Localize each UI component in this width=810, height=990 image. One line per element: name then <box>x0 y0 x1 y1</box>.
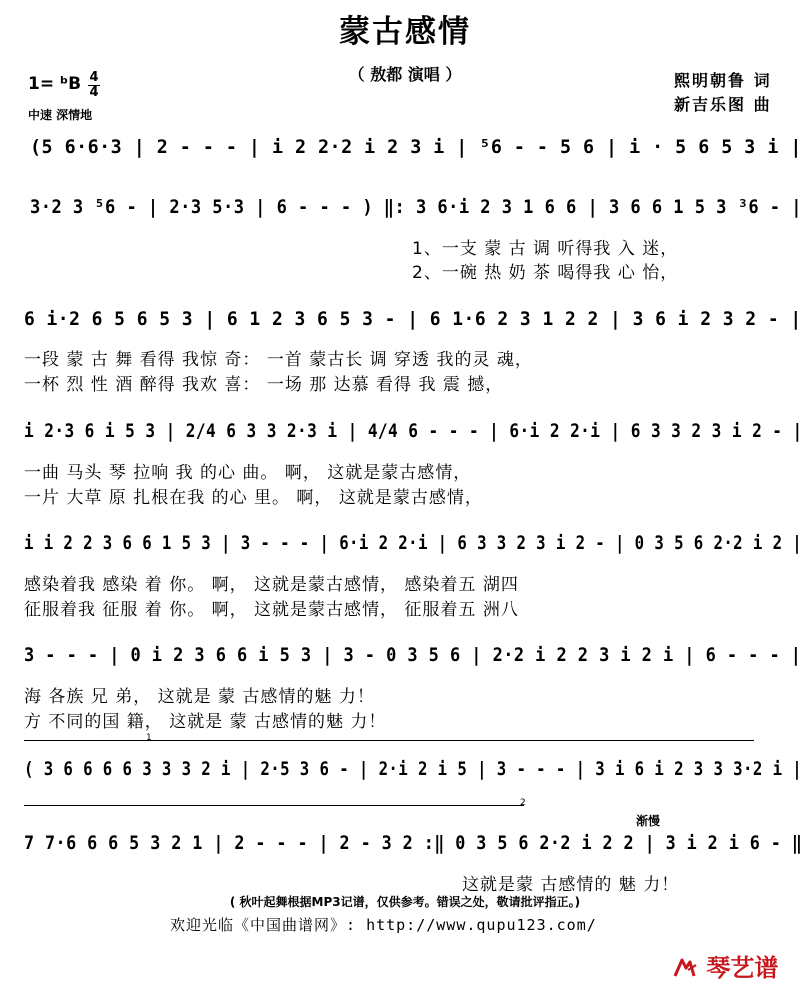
second-ending-bracket <box>24 798 526 808</box>
notation-line-8: 7 7·6 6 6 5 3 2 1 | 2 - - - | 2 - 3 2 :‖ 0 3 5 6 2·2 i 2 2 | 3 i 2 i 6 - ‖ <box>24 832 803 854</box>
singer-credit: （ 敖都 演唱 ） <box>348 65 462 84</box>
composer-credit: 新吉乐图 曲 <box>674 95 772 114</box>
tempo-marking: 中速 深情地 <box>28 108 93 122</box>
first-ending-number: 1 <box>146 733 152 743</box>
time-signature-top: 4 <box>89 70 99 85</box>
lyricist-credit: 熙明朝鲁 词 <box>674 71 772 90</box>
notation-line-2: 3·2 3 ⁵6 - | 2·3 5·3 | 6 - - - ) ‖: 3 6·i 2 3 1 6 6 | 3 6 6 1 5 3 ³6 - | <box>30 196 802 218</box>
qinyipu-logo-text: 琴艺谱 <box>706 954 779 982</box>
time-signature-bottom: 4 <box>89 85 99 100</box>
notation-line-6: 3 - - - | 0 i 2 3 6 6 i 5 3 | 3 - 0 3 5 6 | 2·2 i 2 2 3 i 2 i | 6 - - - | <box>24 644 802 666</box>
transcription-note: ( 秋叶起舞根据MP3记谱，仅供参考。错误之处，敬请批评指正。) <box>229 895 581 909</box>
lyric-line-4b: 一片 大草 原 扎根在我 的心 里。 啊， 这就是蒙古感情， <box>24 488 483 508</box>
notation-line-5: i i 2 2 3 6 6 1 5 3 | 3 - - - | 6·i 2 2·i | 6 3 3 2 3 i 2 - | 0 3 5 6 2·2 i 2 | <box>24 532 803 554</box>
website-credit: 欢迎光临《中国曲谱网》: http://www.qupu123.com/ <box>170 916 597 934</box>
lyric-line-8: 这就是蒙 古感情的 魅 力！ <box>462 875 680 895</box>
notation-line-1: (5 6·6·3 | 2 - - - | i 2 2·2 i 2 3 i | ⁵6 - - 5 6 | i · 5 6 5 3 i | <box>30 136 802 158</box>
second-ending-number: 2 <box>520 798 526 808</box>
lyric-line-6a: 海 各族 兄 弟， 这就是 蒙 古感情的魅 力！ <box>24 687 375 707</box>
lyric-line-3a: 一段 蒙 古 舞 看得 我惊 奇： 一首 蒙古长 调 穿透 我的灵 魂， <box>24 350 533 370</box>
qinyipu-logo <box>672 948 778 983</box>
lyric-line-5b: 征服着我 征服 着 你。 啊， 这就是蒙古感情， 征服着五 洲八 <box>24 600 519 620</box>
ritardando-marking: 渐慢 <box>636 814 661 828</box>
lyric-line-2b: 2、一碗 热 奶 茶 喝得我 心 怡， <box>412 263 679 283</box>
lyric-line-6b: 方 不同的国 籍， 这就是 蒙 古感情的魅 力！ <box>24 712 387 732</box>
lyric-line-5a: 感染着我 感染 着 你。 啊， 这就是蒙古感情， 感染着五 湖四 <box>24 575 519 595</box>
time-signature <box>88 72 100 99</box>
qinyipu-logo-icon <box>672 954 706 982</box>
lyric-line-2a: 1、一支 蒙 古 调 听得我 入 迷， <box>412 239 679 259</box>
song-title: 蒙古感情 <box>339 14 471 50</box>
notation-line-7: ( 3 6 6 6 6 3 3 3 2 i | 2·5 3 6 - | 2·i 2 i 5 | 3 - - - | 3 i 6 i 2 3 3 3·2 i | <box>24 758 803 780</box>
notation-line-4: i 2·3 6 i 5 3 | 2/4 6 3 3 2·3 i | 4/4 6 - - - | 6·i 2 2·i | 6 3 3 2 3 i 2 - | <box>24 420 803 442</box>
lyric-line-3b: 一杯 烈 性 酒 醉得 我欢 喜： 一场 那 达慕 看得 我 震 撼， <box>24 375 504 395</box>
key-signature: 1= ᵇB <box>28 74 82 94</box>
notation-line-3: 6 i·2 6 5 6 5 3 | 6 1 2 3 6 5 3 - | 6 1·6 2 3 1 2 2 | 3 6 i 2 3 2 - | <box>24 308 802 330</box>
lyric-line-4a: 一曲 马头 琴 拉响 我 的心 曲。 啊， 这就是蒙古感情， <box>24 463 472 483</box>
first-ending-bracket <box>24 733 754 743</box>
